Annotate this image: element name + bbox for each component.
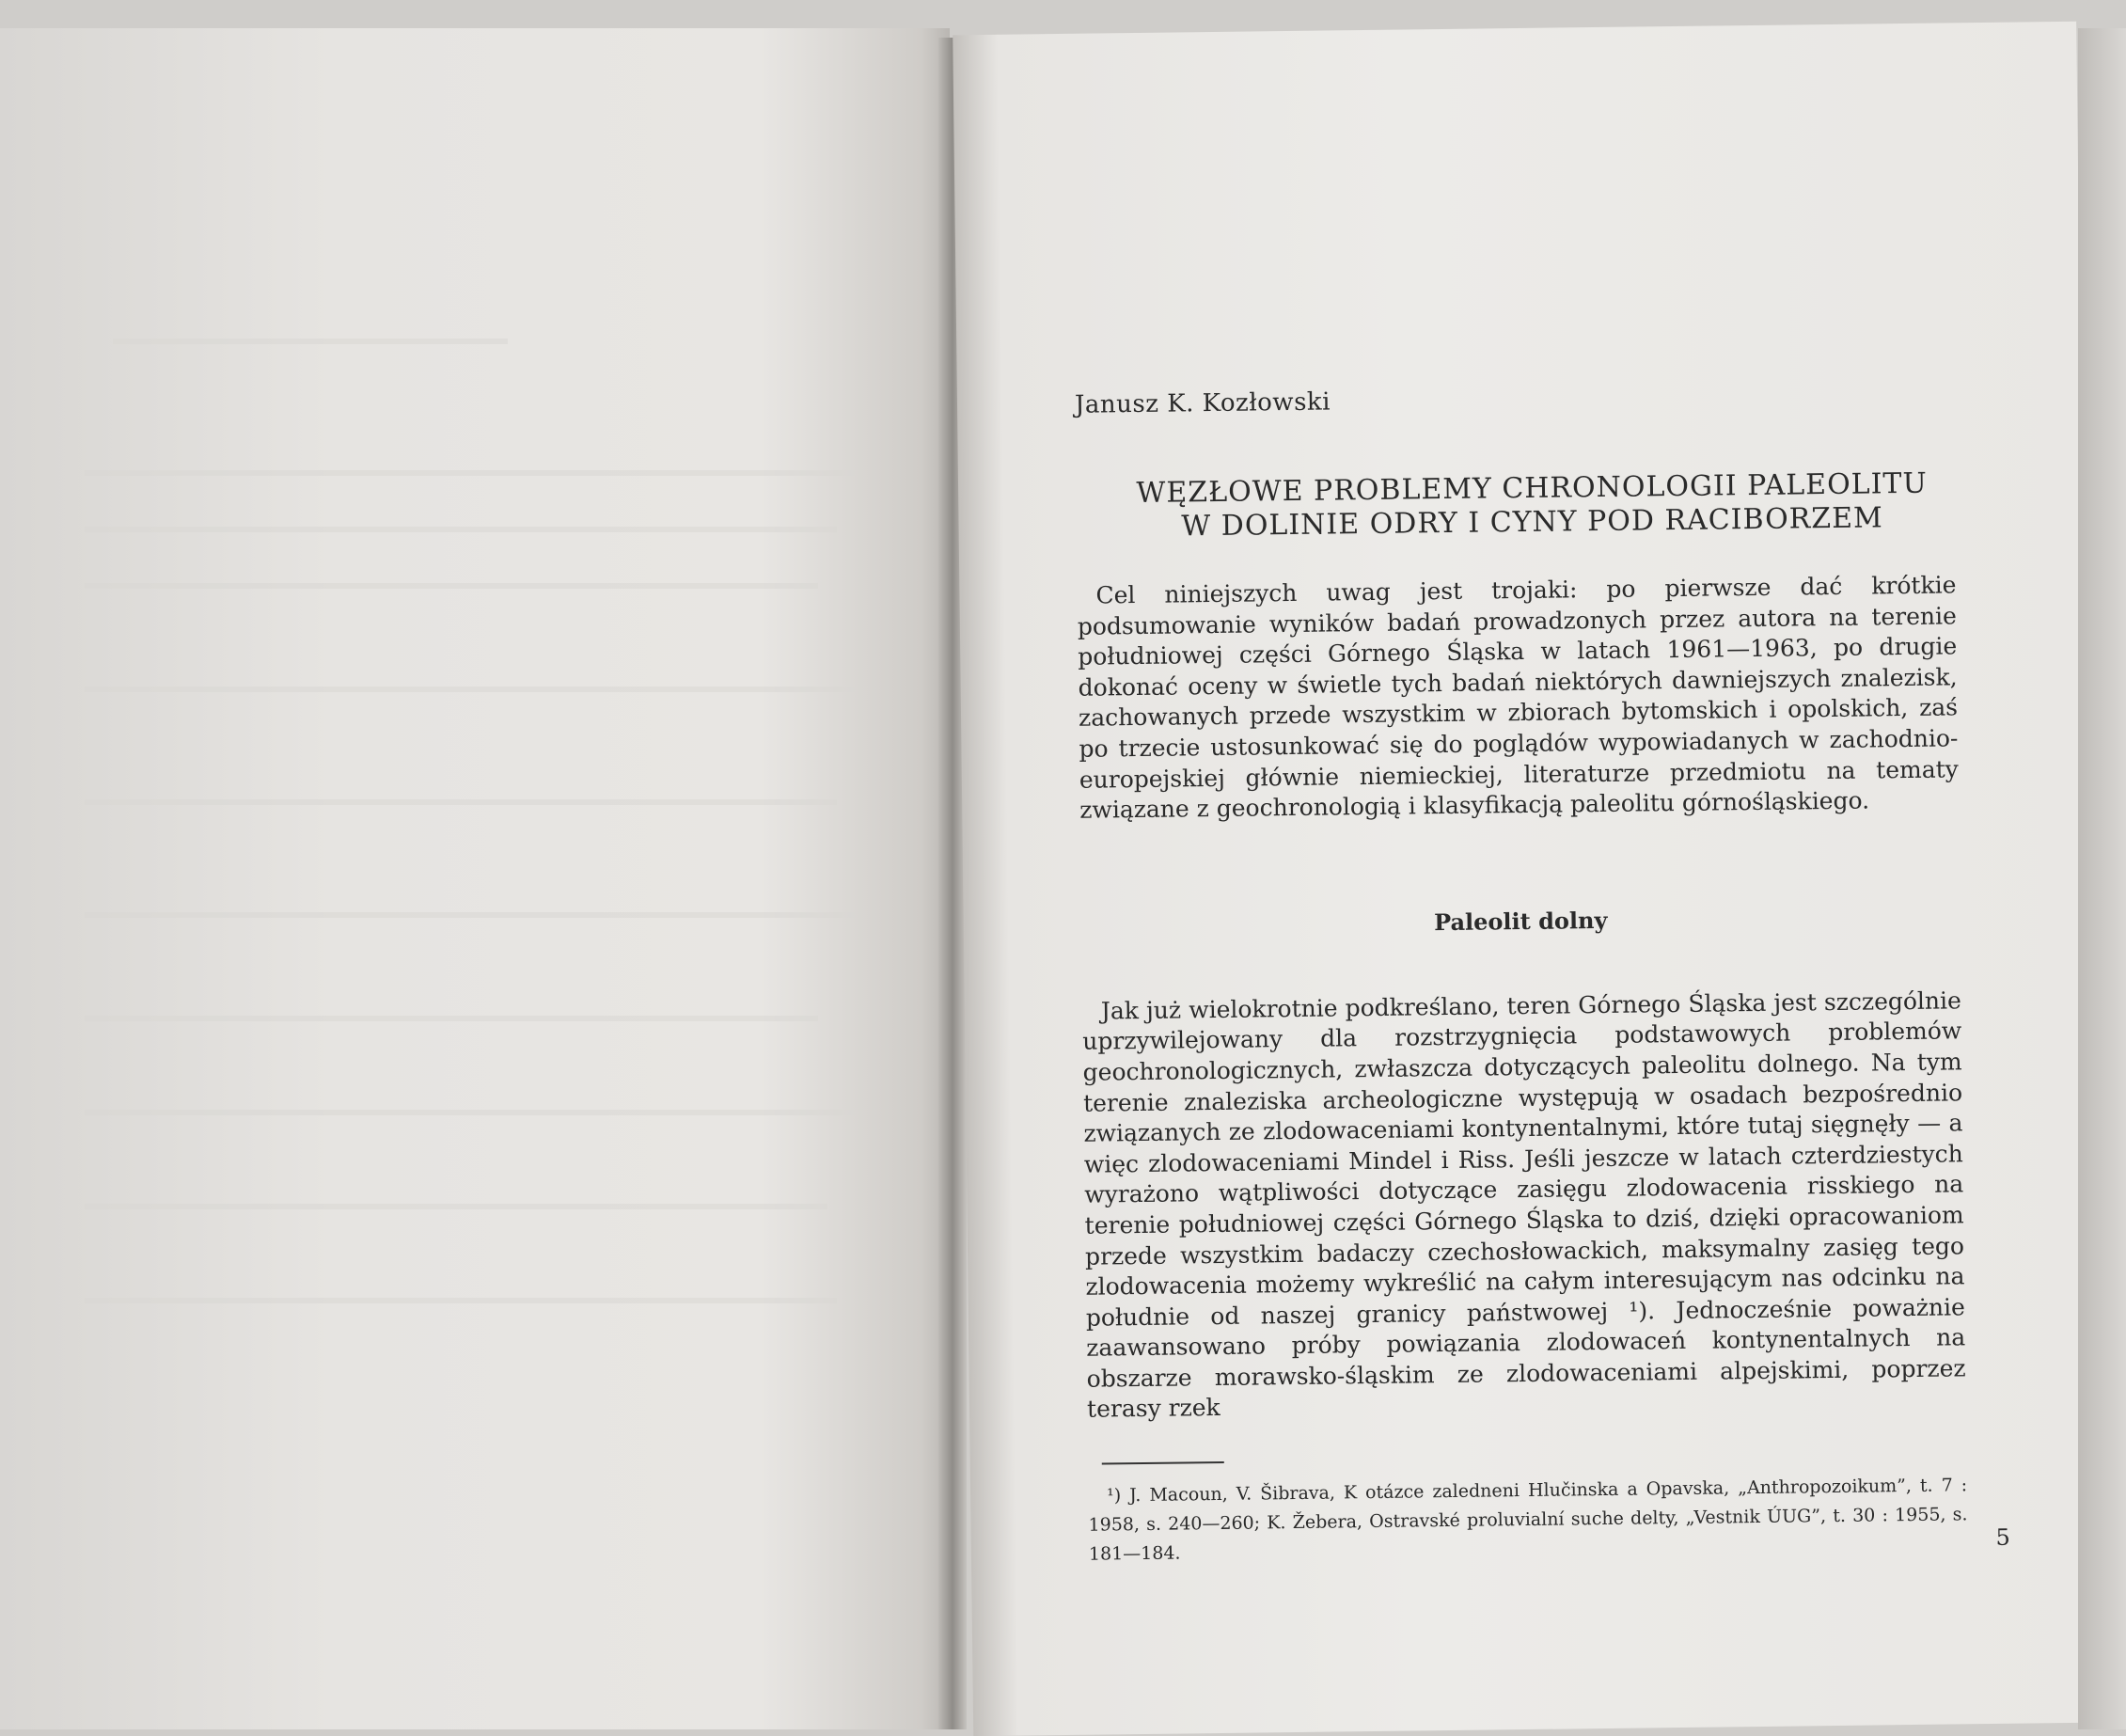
- footnote-rule: [1102, 1461, 1224, 1465]
- author-name: Janusz K. Kozłowski: [1074, 387, 1331, 419]
- right-page: [953, 22, 2097, 1736]
- show-through-line: [85, 1298, 837, 1303]
- footnote: ¹) J. Macoun, V. Šibrava, K otázce zaledneni Hlučinska a Opavska, „Anthropozoikum”, t. 7 : 1958, s. 240—260; K. Žebera, Ostravské proluvialní suche delty, „Vestnik ÚUG”, t. 30 : 1955, s. 181—184.: [1088, 1475, 1968, 1565]
- show-through-line: [85, 1016, 818, 1021]
- page-number: 5: [1995, 1523, 2010, 1551]
- article-title: [1109, 466, 1956, 544]
- show-through-line: [85, 912, 856, 918]
- show-through-line: [85, 527, 837, 532]
- intro-paragraph: Cel niniejszych uwag jest trojaki: po pierwsze dać krótkie podsumowanie wyników badań prowadzonych przez autora na terenie południowej części Górnego Śląska w latach 1961—1963, po drugie dokonać oceny w świetle tych badań niektórych dawniejszych znalezisk, zachowanych przede wszystkim w zbiorach bytomskich i opolskich, zaś po trzecie ustosunkować się do poglądów wypowiadanych w zachodnio-europejskiej głównie niemieckiej, literaturze przedmiotu na tematy związane z geochronologią i klasyfikacją paleolitu górnośląskiego.: [1077, 571, 1959, 824]
- title-line-2: W DOLINIE ODRY I CYNY POD RACIBORZEM: [1181, 501, 1883, 544]
- show-through-line: [113, 339, 508, 344]
- title-line-1: WĘZŁOWE PROBLEMY CHRONOLOGII PALEOLITU: [1136, 466, 1928, 511]
- show-through-line: [85, 1110, 856, 1115]
- show-through-line: [85, 470, 856, 476]
- page-content: [1051, 380, 1968, 1570]
- section-heading: Paleolit dolny: [1433, 906, 1608, 936]
- show-through-line: [85, 1204, 827, 1209]
- section-paragraph: Jak już wielokrotnie podkreślano, teren Górnego Śląska jest szczególnie uprzywilejowany dla rozstrzygnięcia podstawowych problemów geochronologicznych, zwłaszcza dotyczących paleolitu dolnego. Na tym terenie znaleziska archeologiczne występują w osadach bezpośrednio związanych ze zlodowaceniami kontynentalnymi, które tutaj sięgnęły — a więc zlodowaceniami Mindel i Riss. Jeśli jeszcze w latach czterdziestych wyrażono wątpliwości dotyczące zasięgu zlodowacenia risskiego na terenie południowej części Górnego Śląska to dziś, dzięki opracowaniom przede wszystkim badaczy czechosłowackich, maksymalny zasięg tego zlodowacenia możemy wykreślić na całym interesującym nas odcinku na południe od naszej granicy państwowej ¹). Jednocześnie poważnie zaawansowano próby powiązania zlodowaceń kontynentalnych na obszarze morawsko-śląskim ze zlodowaceniami alpejskimi, poprzez terasy rzek: [1082, 986, 1966, 1424]
- show-through-line: [85, 583, 818, 589]
- page-edge: [2078, 28, 2126, 1729]
- show-through-line: [85, 687, 856, 692]
- left-page-blank: [0, 28, 950, 1729]
- show-through-line: [85, 799, 837, 805]
